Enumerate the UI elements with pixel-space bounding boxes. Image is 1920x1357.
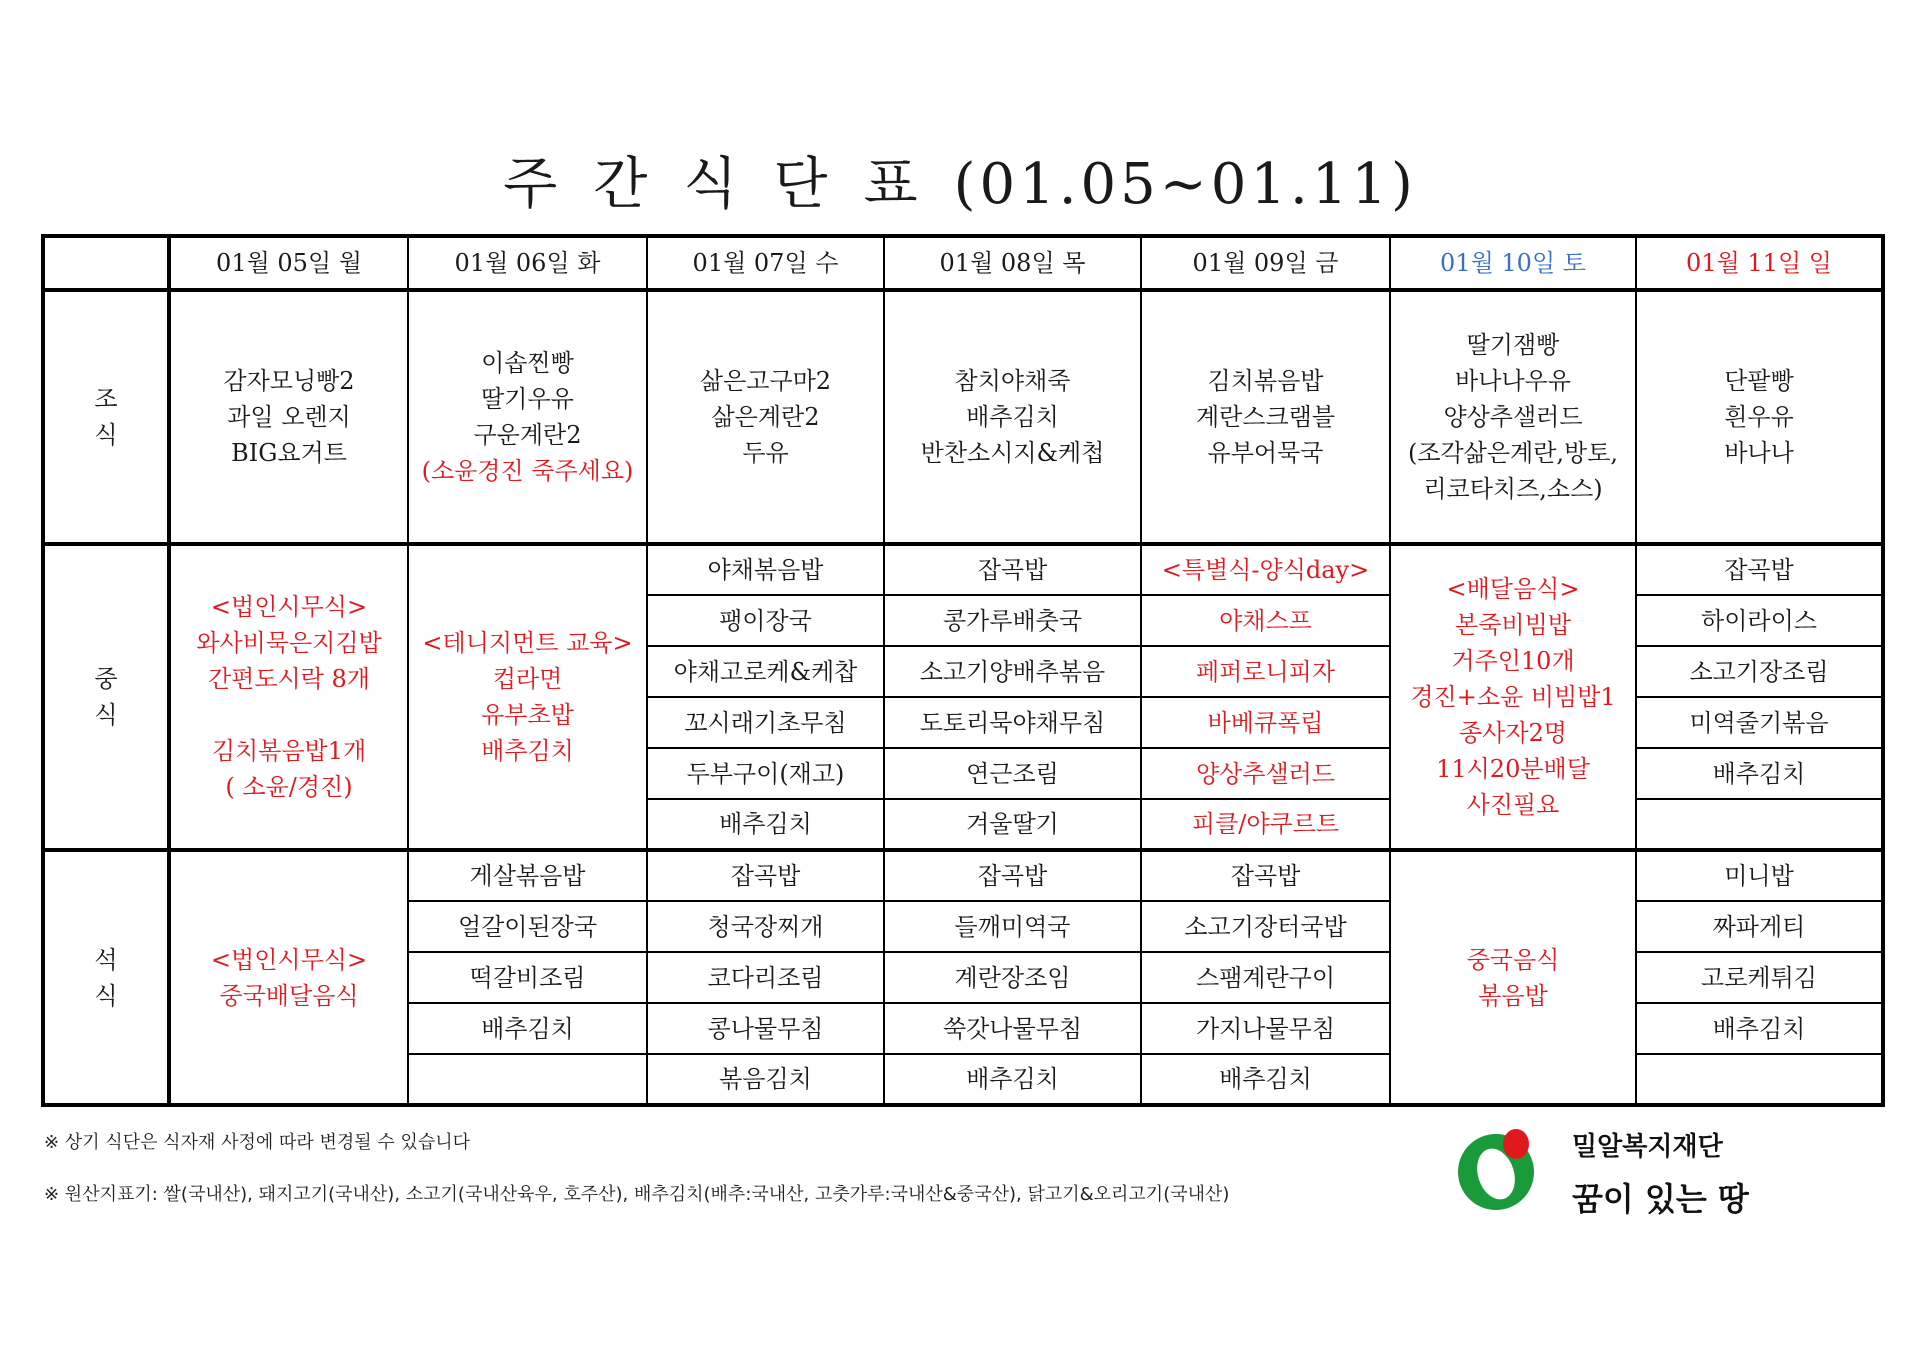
- breakfast-item-line: 삶은계란2: [711, 403, 820, 431]
- logo-slogan: 꿈이 있는 땅: [1572, 1180, 1749, 1218]
- lunch-item: 꼬시래기초무침: [647, 697, 884, 748]
- breakfast-item-line: 바나나우유: [1455, 367, 1571, 395]
- lunch-cell-mon-line: 간편도시락 8개: [207, 665, 370, 693]
- breakfast-item-line: 양상추샐러드: [1443, 403, 1583, 431]
- dinner-item: 소고기장터국밥: [1141, 901, 1390, 952]
- lunch-item: 소고기양배추볶음: [884, 646, 1141, 697]
- corner-cell: [43, 236, 169, 290]
- lunch-item: 야채볶음밥: [647, 544, 884, 595]
- breakfast-item-line: 배추김치: [966, 403, 1059, 431]
- meal-label-line: 조: [94, 385, 118, 413]
- breakfast-item-line: 감자모닝빵2: [223, 367, 355, 395]
- lunch-item: 미역줄기볶음: [1636, 697, 1883, 748]
- meal-label-lunch: [43, 544, 169, 850]
- dinner-item: 얼갈이된장국: [408, 901, 647, 952]
- day-header: 01월 06일 화: [408, 236, 647, 290]
- dinner-item: 짜파게티: [1636, 901, 1883, 952]
- breakfast-item-line: 바나나: [1724, 439, 1794, 467]
- lunch-item: 도토리묵야채무침: [884, 697, 1141, 748]
- dinner-cell-mon: [169, 850, 408, 1105]
- lunch-item: 피클/야쿠르트: [1141, 799, 1390, 850]
- lunch-item: 배추김치: [1636, 748, 1883, 799]
- meal-label-line: 식: [94, 981, 118, 1010]
- lunch-cell-sat-line: 종사자2명: [1458, 719, 1567, 747]
- meal-label-line: 중: [94, 665, 118, 693]
- lunch-cell-sat-line: 거주인10개: [1451, 647, 1575, 675]
- lunch-item: 잡곡밥: [1636, 544, 1883, 595]
- day-header: 01월 07일 수: [647, 236, 884, 290]
- dinner-item: 미니밥: [1636, 850, 1883, 901]
- meal-label-line: 식: [94, 701, 118, 729]
- dinner-item: 배추김치: [408, 1003, 647, 1054]
- breakfast-item-line: 삶은고구마2: [699, 367, 832, 395]
- lunch-cell-mon-line: ( 소윤/경진): [225, 773, 353, 801]
- lunch-item: 잡곡밥: [884, 544, 1141, 595]
- day-header: 01월 05일 월: [169, 236, 408, 290]
- weekly-menu-table: [41, 234, 1885, 1107]
- breakfast-item-line: 참치야채죽: [954, 367, 1071, 395]
- lunch-row: [43, 544, 1883, 595]
- breakfast-item-line: 두유: [742, 439, 789, 467]
- dinner-item: 스팸계란구이: [1141, 952, 1390, 1003]
- dinner-cell-mon-line: 중국배달음식: [219, 981, 359, 1010]
- dinner-row: [43, 850, 1883, 901]
- breakfast-special-request: (소윤경진 죽주세요): [421, 457, 634, 485]
- breakfast-item-line: 구운계란2: [473, 421, 582, 449]
- breakfast-item-line: 과일 오렌지: [227, 403, 351, 431]
- breakfast-cell: [647, 290, 884, 544]
- dinner-item: 콩나물무침: [647, 1003, 884, 1054]
- lunch-item: 콩가루배춧국: [884, 595, 1141, 646]
- lunch-item: 페퍼로니피자: [1141, 646, 1390, 697]
- dinner-item: 고로케튀김: [1636, 952, 1883, 1003]
- dinner-item: 게살볶음밥: [408, 850, 647, 901]
- dinner-item: 배추김치: [1636, 1003, 1883, 1054]
- lunch-item: 두부구이(재고): [647, 748, 884, 799]
- lunch-item: 하이라이스: [1636, 595, 1883, 646]
- meal-label-line: 식: [94, 421, 118, 449]
- lunch-cell-mon-line: [171, 697, 407, 733]
- lunch-cell-tue-line: 유부초밥: [481, 701, 574, 729]
- dinner-item: 잡곡밥: [884, 850, 1141, 901]
- dinner-cell-sat-line: 중국음식: [1466, 945, 1560, 974]
- breakfast-item-line: 유부어묵국: [1207, 439, 1324, 467]
- day-header: 01월 11일 일: [1636, 236, 1883, 290]
- note-change-notice: ※ 상기 식단은 식자재 사정에 따라 변경될 수 있습니다: [44, 1132, 471, 1153]
- breakfast-cell: [884, 290, 1141, 544]
- lunch-cell-mon-line: 김치볶음밥1개: [211, 737, 367, 765]
- lunch-cell-sat-line: <배달음식>: [1446, 575, 1580, 603]
- meal-label-dinner: [43, 850, 169, 1105]
- lunch-cell-sat: [1390, 544, 1636, 850]
- breakfast-item-line: (조각삶은계란,방토,: [1407, 439, 1619, 467]
- lunch-item: <특별식-양식day>: [1141, 544, 1390, 595]
- lunch-cell-mon-line: 와사비묵은지김밥: [196, 629, 382, 657]
- dinner-item: [408, 1054, 647, 1105]
- dinner-item: 볶음김치: [647, 1054, 884, 1105]
- lunch-cell-mon: [169, 544, 408, 850]
- dinner-item: 쑥갓나물무침: [884, 1003, 1141, 1054]
- dinner-cell-sat-line: 볶음밥: [1478, 981, 1548, 1010]
- lunch-item: 배추김치: [647, 799, 884, 850]
- day-header: 01월 09일 금: [1141, 236, 1390, 290]
- lunch-cell-sat-line: 사진필요: [1466, 791, 1560, 819]
- day-header: 01월 10일 토: [1390, 236, 1636, 290]
- breakfast-item-line: 계란스크램블: [1195, 403, 1336, 431]
- lunch-cell-sat-line: 11시20분배달: [1436, 755, 1590, 783]
- meal-label-breakfast: [43, 290, 169, 544]
- lunch-item: 야채스프: [1141, 595, 1390, 646]
- title-date-range: (01.05~01.11): [953, 152, 1417, 217]
- lunch-cell-mon-line: <법인시무식>: [210, 593, 368, 621]
- dinner-item: 잡곡밥: [1141, 850, 1390, 901]
- dinner-item: 배추김치: [1141, 1054, 1390, 1105]
- lunch-cell-sat-line: 경진+소윤 비빔밥1: [1410, 683, 1616, 711]
- lunch-item: 연근조림: [884, 748, 1141, 799]
- breakfast-cell: [408, 290, 647, 544]
- page-title: [0, 140, 1920, 220]
- dinner-item: 배추김치: [884, 1054, 1141, 1105]
- breakfast-item-line: BIG요거트: [231, 439, 347, 467]
- dinner-item: 청국장찌개: [647, 901, 884, 952]
- header-row: [43, 236, 1883, 290]
- dinner-item: 들깨미역국: [884, 901, 1141, 952]
- breakfast-item-line: 이솝찐빵: [481, 349, 574, 377]
- dinner-item: 떡갈비조림: [408, 952, 647, 1003]
- title-main: 주간식단표: [503, 152, 954, 217]
- dinner-item: 잡곡밥: [647, 850, 884, 901]
- breakfast-item-line: 딸기잼빵: [1466, 331, 1560, 359]
- dinner-cell-sat: [1390, 850, 1636, 1105]
- lunch-cell-tue-line: <테니지먼트 교육>: [422, 629, 633, 657]
- meal-label-line: 석: [94, 945, 118, 974]
- lunch-item: 바베큐폭립: [1141, 697, 1390, 748]
- lunch-item: 소고기장조림: [1636, 646, 1883, 697]
- lunch-cell-tue-line: 배추김치: [481, 737, 574, 765]
- breakfast-item-line: 딸기우유: [481, 385, 574, 413]
- lunch-item: 팽이장국: [647, 595, 884, 646]
- dinner-cell-mon-line: <법인시무식>: [210, 945, 368, 974]
- dinner-item: [1636, 1054, 1883, 1105]
- day-header: 01월 08일 목: [884, 236, 1141, 290]
- lunch-cell-tue-line: 컵라면: [492, 665, 563, 693]
- breakfast-cell: [1390, 290, 1636, 544]
- lunch-item: 겨울딸기: [884, 799, 1141, 850]
- logo-name: 밀알복지재단: [1572, 1132, 1723, 1162]
- breakfast-cell: [1141, 290, 1390, 544]
- dinner-item: 계란장조임: [884, 952, 1141, 1003]
- breakfast-cell: [1636, 290, 1883, 544]
- note-origin-labels: ※ 원산지표기: 쌀(국내산), 돼지고기(국내산), 소고기(국내산육우, 호주산), 배추김치(배추:국내산, 고춧가루:국내산&중국산), 닭고기&오리고기(국내산): [44, 1184, 1230, 1205]
- breakfast-item-line: 리코타치즈,소스): [1423, 475, 1603, 503]
- breakfast-item-line: 흰우유: [1724, 403, 1794, 431]
- dinner-item: 가지나물무침: [1141, 1003, 1390, 1054]
- lunch-cell-sat-line: 본죽비빔밥: [1455, 611, 1571, 639]
- lunch-item: [1636, 799, 1883, 850]
- lunch-item: 야채고로케&케찹: [647, 646, 884, 697]
- breakfast-item-line: 반찬소시지&케첩: [920, 439, 1105, 467]
- lunch-item: 양상추샐러드: [1141, 748, 1390, 799]
- lunch-cell-tue: [408, 544, 647, 850]
- foundation-logo: [1452, 1116, 1752, 1226]
- dinner-item: 코다리조림: [647, 952, 884, 1003]
- breakfast-cell: [169, 290, 408, 544]
- breakfast-row: [43, 290, 1883, 544]
- breakfast-item-line: 단팥빵: [1724, 367, 1794, 395]
- breakfast-item-line: 김치볶음밥: [1207, 367, 1324, 395]
- milal-logo-icon: [1452, 1122, 1544, 1214]
